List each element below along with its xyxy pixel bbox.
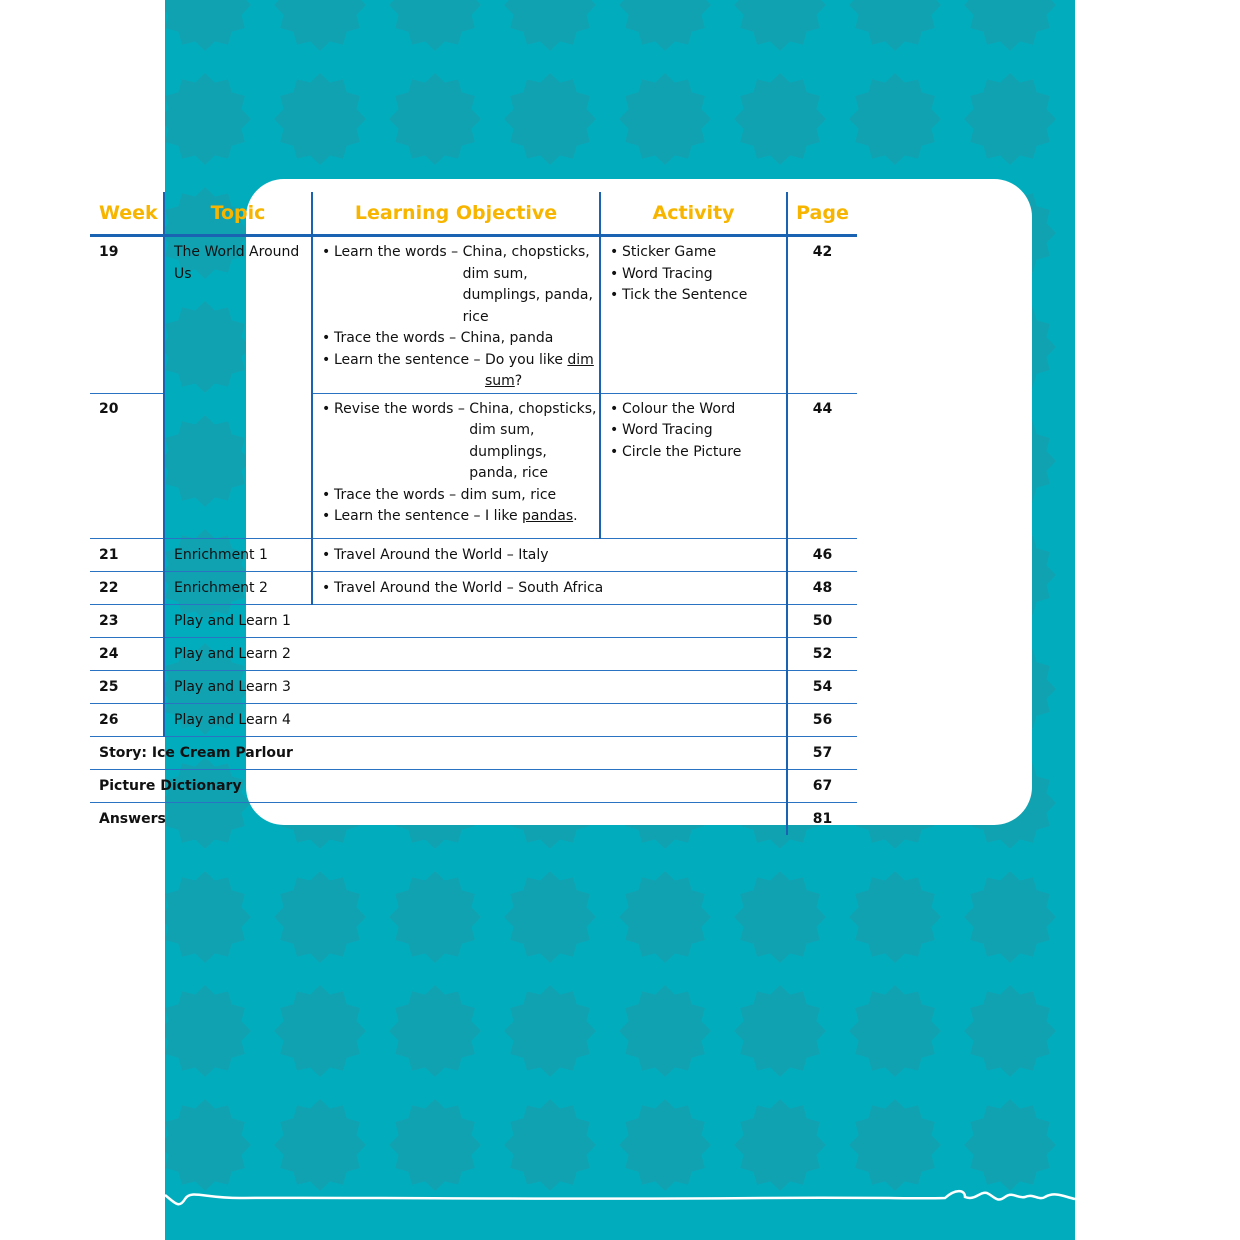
week-number: 24 — [90, 637, 164, 670]
week-number: 20 — [90, 393, 164, 538]
contents-table — [90, 192, 857, 835]
flower-shape — [389, 985, 481, 1077]
activity-item: • Tick the Sentence — [610, 285, 786, 307]
flower-shape — [504, 0, 596, 51]
topic-cell: Play and Learn 1 — [164, 604, 787, 637]
week-number: 19 — [99, 244, 119, 260]
topic-cell: The World Around Us — [164, 236, 312, 539]
objective-cell — [312, 236, 600, 394]
objective-cell — [312, 393, 600, 538]
bottom-wave-line — [165, 1185, 1075, 1225]
flower-shape — [849, 871, 941, 963]
flower-shape — [389, 871, 481, 963]
topic-cell: Play and Learn 4 — [164, 703, 787, 736]
story-label: Story: Ice Cream Parlour — [90, 736, 787, 769]
objective-item: • Travel Around the World – South Africa — [322, 572, 786, 604]
flower-shape — [734, 985, 826, 1077]
flower-shape — [619, 985, 711, 1077]
flower-shape — [165, 871, 251, 963]
flower-shape — [734, 1099, 826, 1191]
header-row — [90, 192, 857, 236]
page-number: 46 — [787, 538, 857, 571]
header-objective: Learning Objective — [312, 192, 600, 236]
table-row-week-25 — [90, 670, 857, 703]
header-week: Week — [90, 192, 164, 236]
flower-shape — [964, 985, 1056, 1077]
flower-shape — [619, 0, 711, 51]
activity-cell — [600, 393, 787, 538]
week-number: 25 — [90, 670, 164, 703]
topic-cell: Play and Learn 3 — [164, 670, 787, 703]
objective-item: • Trace the words – China, panda — [322, 328, 599, 350]
flower-shape — [849, 1099, 941, 1191]
header-topic: Topic — [164, 192, 312, 236]
objective-item: • Travel Around the World – Italy — [322, 539, 786, 571]
table-row-week-23 — [90, 604, 857, 637]
objective-item: • Revise the words – China, chopsticks, dim sum, dumplings, panda, rice — [322, 399, 599, 485]
topic-cell: Enrichment 2 — [164, 571, 312, 604]
table-row-week-24 — [90, 637, 857, 670]
activity-item: • Circle the Picture — [610, 442, 786, 464]
objective-item: • Learn the sentence – Do you like dim sum? — [322, 350, 599, 393]
page-number: 56 — [787, 703, 857, 736]
table-row-answers — [90, 802, 857, 835]
flower-shape — [964, 73, 1056, 165]
activity-item: • Sticker Game — [610, 242, 786, 264]
flower-shape — [165, 985, 251, 1077]
flower-shape — [504, 1099, 596, 1191]
flower-shape — [964, 871, 1056, 963]
flower-shape — [165, 1099, 251, 1191]
table-row-week-19 — [90, 236, 857, 394]
topic-cell: Play and Learn 2 — [164, 637, 787, 670]
table-row-week-21 — [90, 538, 857, 571]
topic-cell: Enrichment 1 — [164, 538, 312, 571]
flower-shape — [619, 1099, 711, 1191]
activity-item: • Colour the Word — [610, 399, 786, 421]
flower-shape — [165, 73, 251, 165]
dictionary-label: Picture Dictionary — [90, 769, 787, 802]
flower-shape — [619, 73, 711, 165]
table-row-story — [90, 736, 857, 769]
page-number: 81 — [787, 802, 857, 835]
activity-cell — [600, 236, 787, 394]
flower-shape — [274, 0, 366, 51]
flower-shape — [389, 1099, 481, 1191]
page-number: 48 — [787, 571, 857, 604]
answers-label: Answers — [90, 802, 787, 835]
table-row-week-26 — [90, 703, 857, 736]
activity-item: • Word Tracing — [610, 420, 786, 442]
page-number: 67 — [787, 769, 857, 802]
flower-shape — [964, 1099, 1056, 1191]
flower-shape — [389, 0, 481, 51]
objective-item: • Learn the sentence – I like pandas. — [322, 506, 599, 528]
flower-shape — [274, 73, 366, 165]
flower-shape — [964, 0, 1056, 51]
flower-shape — [734, 0, 826, 51]
flower-shape — [619, 871, 711, 963]
flower-shape — [734, 871, 826, 963]
header-page: Page — [787, 192, 857, 236]
objective-cell — [312, 571, 787, 604]
flower-shape — [504, 871, 596, 963]
page-number: 50 — [787, 604, 857, 637]
flower-shape — [849, 73, 941, 165]
page-number: 52 — [787, 637, 857, 670]
objective-item: • Learn the words – China, chopsticks, dim sum, dumplings, panda, rice — [322, 242, 599, 328]
page-number: 44 — [787, 393, 857, 538]
week-number: 22 — [90, 571, 164, 604]
week-number: 23 — [90, 604, 164, 637]
activity-item: • Word Tracing — [610, 264, 786, 286]
flower-shape — [504, 985, 596, 1077]
flower-shape — [504, 73, 596, 165]
page-number: 42 — [787, 236, 857, 394]
week-number: 26 — [90, 703, 164, 736]
page-number: 54 — [787, 670, 857, 703]
header-activity: Activity — [600, 192, 787, 236]
flower-shape — [274, 871, 366, 963]
flower-shape — [849, 0, 941, 51]
week-number: 21 — [90, 538, 164, 571]
flower-shape — [274, 985, 366, 1077]
objective-item: • Trace the words – dim sum, rice — [322, 485, 599, 507]
flower-shape — [734, 73, 826, 165]
flower-shape — [165, 0, 251, 51]
flower-shape — [274, 1099, 366, 1191]
flower-shape — [849, 985, 941, 1077]
table-row-week-22 — [90, 571, 857, 604]
flower-shape — [389, 73, 481, 165]
table-row-dictionary — [90, 769, 857, 802]
page-number: 57 — [787, 736, 857, 769]
objective-cell — [312, 538, 787, 571]
